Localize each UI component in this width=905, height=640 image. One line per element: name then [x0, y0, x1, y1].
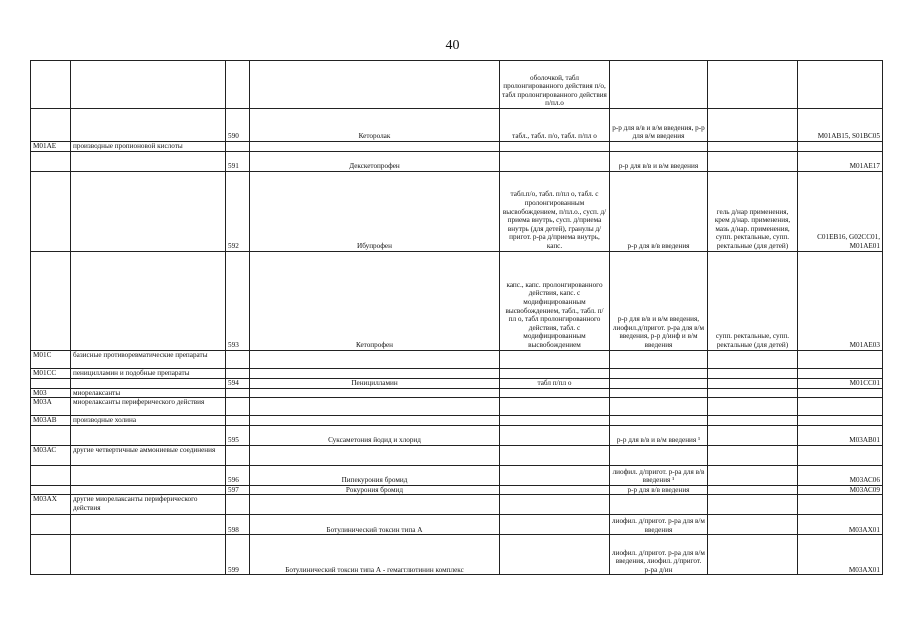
cell-drug-name: Ибупрофен	[250, 171, 500, 251]
table-row	[31, 515, 883, 535]
cell-number	[226, 350, 250, 368]
cell-atc-code	[798, 445, 883, 465]
cell-number: 595	[226, 425, 250, 445]
table-row	[31, 485, 883, 495]
cell-code: М01СС	[31, 368, 71, 378]
cell-code: М03	[31, 388, 71, 398]
cell-group: миорелаксанты	[71, 388, 226, 398]
table-row	[31, 425, 883, 445]
drug-table	[30, 60, 883, 575]
cell-injection-form	[610, 368, 708, 378]
cell-code	[31, 515, 71, 535]
page-number: 40	[445, 38, 460, 53]
cell-group	[71, 485, 226, 495]
cell-drug-name	[250, 445, 500, 465]
cell-external-form: супп. ректальные, супп. ректальные (для детей)	[708, 251, 798, 350]
cell-atc-code: М01АЕ17	[798, 151, 883, 171]
cell-atc-code	[798, 416, 883, 426]
cell-code: М03АХ	[31, 495, 71, 515]
cell-group	[71, 515, 226, 535]
cell-injection-form: р-р для в/в и в/м введения, р-р для в/м введения	[610, 109, 708, 142]
table-row	[31, 171, 883, 251]
cell-drug-name: Пеницилламин	[250, 378, 500, 388]
cell-drug-name	[250, 350, 500, 368]
cell-external-form	[708, 109, 798, 142]
cell-injection-form: лиофил. д/пригот. р-ра для в/в введения ¹	[610, 465, 708, 485]
cell-code	[31, 465, 71, 485]
cell-number: 598	[226, 515, 250, 535]
cell-drug-name	[250, 368, 500, 378]
cell-drug-name	[250, 398, 500, 416]
cell-atc-code	[798, 398, 883, 416]
cell-injection-form: р-р для в/в введения	[610, 171, 708, 251]
table-row	[31, 465, 883, 485]
cell-dosage-form	[500, 398, 610, 416]
cell-code	[31, 485, 71, 495]
cell-external-form: гель д/нар применения, крем д/нар. применения, мазь д/нар. применения, супп. ректальные, супп. ректальные (для детей)	[708, 171, 798, 251]
cell-injection-form: лиофил. д/пригот. р-ра для в/м введения, лиофил. д/пригот. р-ра д/ин	[610, 535, 708, 575]
cell-dosage-form: оболочкой, табл пролонгированного действия п/о, табл пролонгированного действия п/пл.о	[500, 61, 610, 109]
cell-atc-code	[798, 61, 883, 109]
cell-atc-code: М03АХ01	[798, 535, 883, 575]
cell-injection-form	[610, 61, 708, 109]
cell-code: М01С	[31, 350, 71, 368]
cell-code	[31, 251, 71, 350]
cell-group	[71, 151, 226, 171]
cell-atc-code	[798, 350, 883, 368]
cell-number: 597	[226, 485, 250, 495]
cell-number	[226, 445, 250, 465]
cell-drug-name: Кеторолак	[250, 109, 500, 142]
table-row	[31, 445, 883, 465]
cell-atc-code	[798, 142, 883, 152]
cell-group: базисные противоревматические препараты	[71, 350, 226, 368]
cell-injection-form	[610, 142, 708, 152]
table-row	[31, 61, 883, 109]
cell-drug-name	[250, 61, 500, 109]
cell-group	[71, 535, 226, 575]
table-row	[31, 495, 883, 515]
cell-dosage-form	[500, 416, 610, 426]
cell-drug-name: Суксаметония йодид и хлорид	[250, 425, 500, 445]
table-row	[31, 398, 883, 416]
table-row	[31, 251, 883, 350]
cell-injection-form	[610, 350, 708, 368]
table-row	[31, 535, 883, 575]
cell-external-form	[708, 495, 798, 515]
cell-code	[31, 535, 71, 575]
cell-dosage-form: табл п/пл о	[500, 378, 610, 388]
cell-number: 590	[226, 109, 250, 142]
cell-number	[226, 495, 250, 515]
cell-number: 596	[226, 465, 250, 485]
cell-code	[31, 171, 71, 251]
cell-atc-code	[798, 388, 883, 398]
cell-number	[226, 388, 250, 398]
cell-atc-code	[798, 495, 883, 515]
cell-dosage-form	[500, 485, 610, 495]
cell-dosage-form	[500, 151, 610, 171]
cell-code	[31, 378, 71, 388]
cell-group: другие миорелаксанты периферического действия	[71, 495, 226, 515]
cell-injection-form: р-р для в/в и в/м введения, лиофил.д/пригот. р-ра для в/м введения, р-р д/инф и в/м введения	[610, 251, 708, 350]
cell-group	[71, 171, 226, 251]
cell-number	[226, 416, 250, 426]
table-row	[31, 142, 883, 152]
cell-group	[71, 378, 226, 388]
cell-number	[226, 61, 250, 109]
cell-drug-name	[250, 142, 500, 152]
cell-dosage-form	[500, 515, 610, 535]
cell-dosage-form	[500, 368, 610, 378]
cell-drug-name: Декскетопрофен	[250, 151, 500, 171]
cell-number: 592	[226, 171, 250, 251]
cell-dosage-form	[500, 425, 610, 445]
cell-external-form	[708, 368, 798, 378]
cell-external-form	[708, 445, 798, 465]
cell-external-form	[708, 398, 798, 416]
cell-atc-code: М03АС06	[798, 465, 883, 485]
cell-code	[31, 61, 71, 109]
cell-external-form	[708, 61, 798, 109]
cell-dosage-form	[500, 142, 610, 152]
cell-group	[71, 61, 226, 109]
cell-injection-form	[610, 495, 708, 515]
cell-group: миорелаксанты периферического действия	[71, 398, 226, 416]
cell-code: М03АВ	[31, 416, 71, 426]
cell-external-form	[708, 378, 798, 388]
cell-number: 599	[226, 535, 250, 575]
cell-external-form	[708, 142, 798, 152]
cell-external-form	[708, 416, 798, 426]
table-row	[31, 388, 883, 398]
cell-drug-name: Рокурония бромид	[250, 485, 500, 495]
cell-external-form	[708, 485, 798, 495]
table-row	[31, 151, 883, 171]
cell-group: другие четвертичные аммониевые соединения	[71, 445, 226, 465]
cell-injection-form: р-р для в/в и в/м введения	[610, 151, 708, 171]
cell-dosage-form	[500, 495, 610, 515]
cell-group: производные пропионовой кислоты	[71, 142, 226, 152]
cell-drug-name	[250, 495, 500, 515]
cell-injection-form	[610, 416, 708, 426]
cell-group	[71, 109, 226, 142]
cell-drug-name: Пипекурония бромид	[250, 465, 500, 485]
cell-injection-form	[610, 398, 708, 416]
cell-dosage-form: табл., табл. п/о, табл. п/пл о	[500, 109, 610, 142]
cell-group: пеницилламин и подобные препараты	[71, 368, 226, 378]
table-row	[31, 350, 883, 368]
table-row	[31, 368, 883, 378]
cell-number	[226, 368, 250, 378]
cell-dosage-form	[500, 445, 610, 465]
cell-drug-name: Ботулинический токсин типа А	[250, 515, 500, 535]
cell-dosage-form	[500, 388, 610, 398]
cell-external-form	[708, 425, 798, 445]
cell-atc-code: М03АВ01	[798, 425, 883, 445]
cell-injection-form	[610, 445, 708, 465]
cell-dosage-form	[500, 350, 610, 368]
cell-code: М03А	[31, 398, 71, 416]
cell-external-form	[708, 535, 798, 575]
cell-code: М03АС	[31, 445, 71, 465]
cell-drug-name	[250, 388, 500, 398]
cell-dosage-form	[500, 465, 610, 485]
cell-group	[71, 465, 226, 485]
cell-code	[31, 425, 71, 445]
cell-injection-form: р-р для в/в и в/м введения ¹	[610, 425, 708, 445]
cell-dosage-form: табл.п/о, табл. п/пл о, табл. с пролонгированным высвобождением, п/пл.о., сусп. д/приема внутрь, сусп. д/приема внутрь (для детей), гранулы д/пригот. р-ра д/приема внутрь, капс.	[500, 171, 610, 251]
cell-external-form	[708, 388, 798, 398]
cell-number: 594	[226, 378, 250, 388]
table-row	[31, 378, 883, 388]
cell-drug-name: Ботулинический токсин типа А - гемагглютинин комплекс	[250, 535, 500, 575]
cell-number	[226, 398, 250, 416]
cell-external-form	[708, 350, 798, 368]
cell-number	[226, 142, 250, 152]
cell-group	[71, 251, 226, 350]
cell-group	[71, 425, 226, 445]
cell-atc-code	[798, 368, 883, 378]
cell-injection-form	[610, 388, 708, 398]
cell-number: 591	[226, 151, 250, 171]
cell-group: производные холина	[71, 416, 226, 426]
cell-atc-code: М01СС01	[798, 378, 883, 388]
cell-atc-code: М01АЕ03	[798, 251, 883, 350]
cell-external-form	[708, 465, 798, 485]
cell-code: М01АЕ	[31, 142, 71, 152]
cell-atc-code: С01ЕВ16, G02CC01, М01АЕ01	[798, 171, 883, 251]
cell-code	[31, 109, 71, 142]
cell-drug-name	[250, 416, 500, 426]
cell-atc-code: М01АВ15, S01BC05	[798, 109, 883, 142]
cell-number: 593	[226, 251, 250, 350]
cell-injection-form	[610, 378, 708, 388]
cell-external-form	[708, 151, 798, 171]
table-row	[31, 109, 883, 142]
cell-dosage-form: капс., капс. пролонгированного действия, капс. с модифицированным высвобождением, табл., табл. п/пл о, табл пролонгированного действия, табл. с модифицированным высвобождением	[500, 251, 610, 350]
cell-dosage-form	[500, 535, 610, 575]
cell-atc-code: М03АХ01	[798, 515, 883, 535]
cell-atc-code: М03АС09	[798, 485, 883, 495]
cell-external-form	[708, 515, 798, 535]
cell-code	[31, 151, 71, 171]
cell-drug-name: Кетопрофен	[250, 251, 500, 350]
cell-injection-form: р-р для в/в введения	[610, 485, 708, 495]
table-row	[31, 416, 883, 426]
cell-injection-form: лиофил. д/пригот. р-ра для в/м введения	[610, 515, 708, 535]
